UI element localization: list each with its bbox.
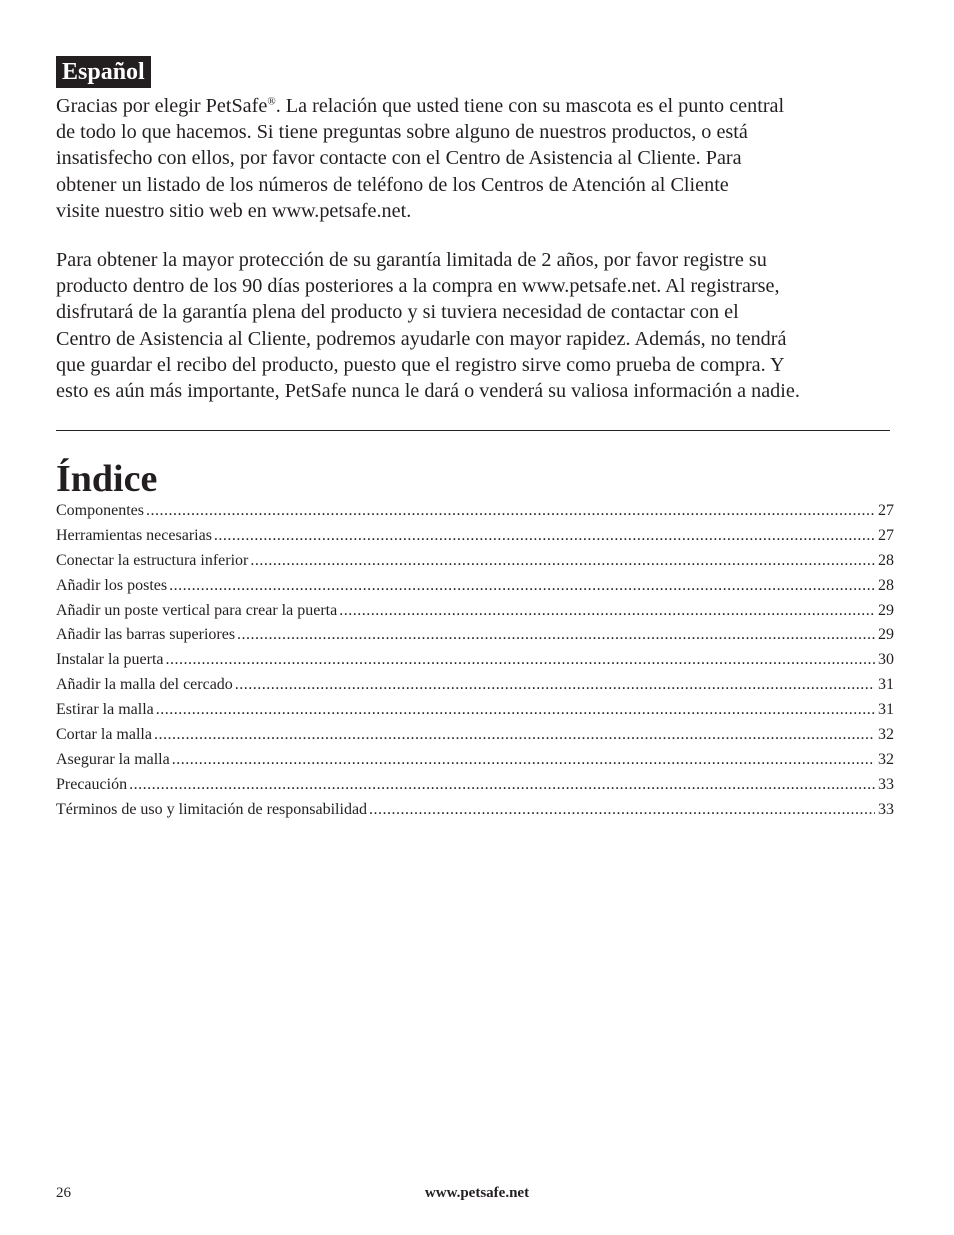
intro-line-1-start: Gracias por elegir PetSafe xyxy=(56,95,268,117)
toc-entry-label: Conectar la estructura inferior xyxy=(56,551,249,569)
toc-entry-page: 31 xyxy=(878,701,894,719)
toc-entry-label: Precaución xyxy=(56,775,128,793)
toc-leader-dots xyxy=(214,524,875,549)
toc-entry-label: Términos de uso y limitación de responsabilidad xyxy=(56,800,368,818)
toc-entry-label: Añadir los postes xyxy=(56,576,168,594)
toc-entry-label: Herramientas necesarias xyxy=(56,526,212,544)
warranty-line-6: esto es aún más importante, PetSafe nunca le dará o venderá su valiosa información a nadie. xyxy=(56,380,800,403)
toc-entry[interactable] xyxy=(56,499,894,524)
toc-leader-dots xyxy=(369,798,875,823)
toc-leader-dots xyxy=(156,698,875,723)
toc-entry-page: 27 xyxy=(878,502,894,519)
toc-leader-dots xyxy=(172,748,875,773)
toc-entry-label: Componentes xyxy=(56,502,144,519)
toc-entry[interactable] xyxy=(56,698,894,723)
intro-paragraph xyxy=(56,93,906,224)
toc-entry-label: Añadir un poste vertical para crear la puerta xyxy=(56,601,338,619)
intro-line-1-end: . La relación que usted tiene con su mascota es el punto central xyxy=(275,95,785,117)
toc-entry-page: 32 xyxy=(878,750,894,768)
section-divider xyxy=(56,430,890,431)
toc-entry-page: 33 xyxy=(878,800,894,818)
toc-entry[interactable] xyxy=(56,623,894,648)
toc-leader-dots xyxy=(146,499,875,524)
toc-entry-page: 31 xyxy=(878,676,894,694)
toc-entry-page: 29 xyxy=(878,626,894,644)
toc-entry-label: Añadir la malla del cercado xyxy=(56,676,233,694)
toc-entry-page: 28 xyxy=(878,576,894,594)
toc-entry[interactable] xyxy=(56,648,894,673)
toc-leader-dots xyxy=(235,673,875,698)
language-tag: Español xyxy=(56,56,151,88)
toc-leader-dots xyxy=(339,599,875,624)
toc-entry[interactable] xyxy=(56,723,894,748)
toc-leader-dots xyxy=(129,773,875,798)
toc-entry-page: 30 xyxy=(878,651,894,669)
toc-entry-label: Cortar la malla xyxy=(56,726,152,744)
toc-entry-page: 33 xyxy=(878,775,894,793)
toc-entry-label: Instalar la puerta xyxy=(56,651,164,669)
toc-entry[interactable] xyxy=(56,524,894,549)
table-of-contents xyxy=(56,499,894,823)
warranty-line-5: que guardar el recibo del producto, puesto que el registro sirve como prueba de compra. Y xyxy=(56,353,785,376)
toc-entry[interactable] xyxy=(56,748,894,773)
intro-line-5: visite nuestro sitio web en www.petsafe.net. xyxy=(56,199,412,222)
toc-leader-dots xyxy=(154,723,875,748)
intro-line-4: obtener un listado de los números de teléfono de los Centros de Atención al Cliente xyxy=(56,173,729,196)
intro-line-2: de todo lo que hacemos. Si tiene preguntas sobre alguno de nuestros productos, o está xyxy=(56,121,748,144)
toc-entry-label: Estirar la malla xyxy=(56,701,154,719)
intro-line-3: insatisfecho con ellos, por favor contacte con el Centro de Asistencia al Cliente. Para xyxy=(56,147,742,170)
page-number: 26 xyxy=(56,1185,71,1201)
toc-entry-label: Añadir las barras superiores xyxy=(56,626,236,644)
toc-entry-page: 27 xyxy=(878,526,894,544)
toc-entry[interactable] xyxy=(56,574,894,599)
warranty-paragraph xyxy=(56,247,906,404)
toc-entry[interactable] xyxy=(56,673,894,698)
toc-leader-dots xyxy=(169,574,875,599)
toc-entry[interactable] xyxy=(56,798,894,823)
toc-entry[interactable] xyxy=(56,549,894,574)
toc-entry-page: 32 xyxy=(878,726,894,744)
warranty-line-3: disfrutará de la garantía plena del producto y si tuviera necesidad de contactar con el xyxy=(56,301,739,324)
toc-leader-dots xyxy=(166,648,876,673)
registered-mark: ® xyxy=(267,95,276,108)
toc-entry[interactable] xyxy=(56,599,894,624)
warranty-line-2: producto dentro de los 90 días posteriores a la compra en www.petsafe.net. Al registrarse, xyxy=(56,275,780,298)
toc-leader-dots xyxy=(250,549,875,574)
intro-line-1 xyxy=(56,93,906,119)
toc-entry-page: 29 xyxy=(878,601,894,619)
toc-entry-label: Asegurar la malla xyxy=(56,750,170,768)
warranty-line-4: Centro de Asistencia al Cliente, podremos ayudarle con mayor rapidez. Además, no tendrá xyxy=(56,327,787,350)
footer-url: www.petsafe.net xyxy=(424,1185,530,1201)
toc-entry[interactable] xyxy=(56,773,894,798)
warranty-line-1: Para obtener la mayor protección de su garantía limitada de 2 años, por favor registre su xyxy=(56,249,767,271)
index-title: Índice xyxy=(56,458,158,500)
toc-entry-page: 28 xyxy=(878,551,894,569)
toc-leader-dots xyxy=(237,623,875,648)
